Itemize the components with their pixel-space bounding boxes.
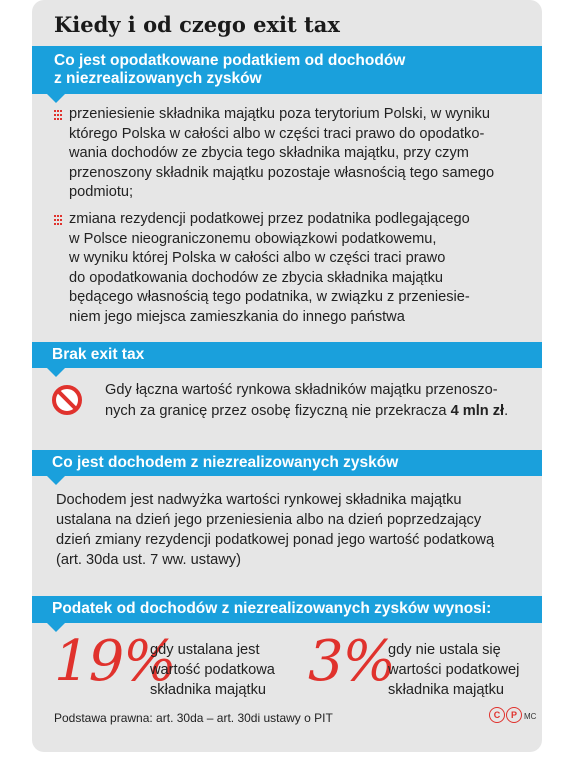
text-line: składnika majątku [388,682,504,698]
logo-c: C [489,707,505,723]
text-line: Gdy łączna wartość rynkowa składników majątku przenoszo- [105,382,498,398]
rate-19-percent: 19% [54,629,176,694]
list-item-residency-change [69,210,470,327]
text-line: gdy ustalana jest [150,642,260,658]
section-header-no-exit-tax [32,342,542,368]
text-line: Dochodem jest nadwyżka wartości rynkowej składnika majątku [56,492,462,508]
text-fragment: nych za granicę przez osobę fizyczną nie przekracza [105,403,451,419]
section-header-label: Brak exit tax [52,346,145,363]
section-header-taxed [32,46,542,94]
text-line: ustalana na dzień jego przeniesienia albo na dzień poprzedzający [56,512,482,528]
no-exit-tax-text [105,380,508,422]
text-fragment: . [504,403,509,419]
text-line: składnika majątku [150,682,266,698]
text-line: podmiotu; [69,184,134,200]
text-line: wartości podatkowej [388,662,520,678]
section-header-label: Co jest dochodem z niezrealizowanych zysków [52,454,399,471]
threshold-amount: 4 mln zł [450,403,505,419]
bullet-dots-icon [54,110,61,123]
text-line: do opodatkowania dochodów ze zbycia składnika majątku [69,269,443,286]
bullet-dots-icon [54,215,61,228]
author-initials: MC [524,712,537,721]
no-entry-icon [51,384,83,416]
section-header-line1: Co jest opodatkowane podatkiem od dochodów [54,52,406,69]
section-header-line2: z niezrealizowanych zysków [54,70,262,87]
text-line: przenoszony składnik majątku pozostaje własnością tego samego [69,164,495,181]
text-line: w wyniku której Polska w całości albo w części traci prawo [69,250,446,266]
section-header-income-definition [32,450,542,476]
text-line: niem jego miejsca zamieszkania do innego państwa [69,308,405,325]
text-line: wartość podatkowa [150,662,275,678]
page-title: Kiedy i od czego exit tax [54,12,340,37]
text-line: którego Polska w całości albo w części traci prawo do opodatko- [69,125,485,142]
text-line [105,401,508,422]
copyright-logo-icon [489,707,525,723]
text-line: wania dochodów ze zbycia tego składnika majątku, przy czym [69,145,469,161]
legal-basis: Podstawa prawna: art. 30da – art. 30di ustawy o PIT [54,711,333,725]
rate-3-description [388,640,519,700]
rate-19-description [150,640,275,700]
section-header-tax-rate [32,596,542,623]
text-line: przeniesienie składnika majątku poza terytorium Polski, w wyniku [69,106,490,122]
section-header-label: Podatek od dochodów z niezrealizowanych zysków wynosi: [52,600,492,617]
text-line: dzień zmiany rezydencji podatkowej ponad jego wartość podatkową [56,532,495,548]
text-line: (art. 30da ust. 7 ww. ustawy) [56,552,241,568]
list-item-transfer-asset [69,105,494,203]
text-line: w Polsce nieograniczonemu obowiązkowi podatkowemu, [69,230,437,247]
text-line: będącego własnością tego podatnika, w związku z przeniesie- [69,289,470,305]
rate-3-percent: 3% [308,629,395,694]
income-definition-text [56,490,494,570]
text-line: gdy nie ustala się [388,642,501,658]
text-line: zmiana rezydencji podatkowej przez podatnika podlegającego [69,211,470,227]
logo-p: P [506,707,522,723]
